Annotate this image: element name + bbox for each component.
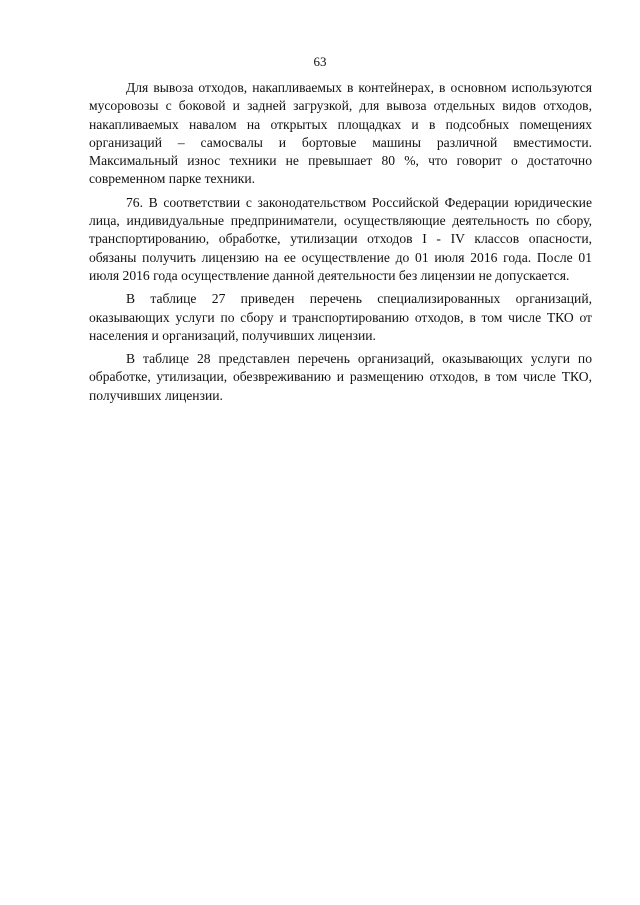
paragraph-waste-removal-vehicles: Для вывоза отходов, накапливаемых в контейнерах, в основном используются мусоровозы с боковой и задней загрузкой, для вывоза отдельных видов отходов, накапливаемых навалом на открытых площадках и в подсобных помещениях организаций – самосвалы и бортовые машины различной вместимости. Максимальный износ техники не превышает 80 %, что говорит о достаточно современном парке техники.	[89, 80, 592, 187]
paragraph-76-licensing: 76. В соответствии с законодательством Российской Федерации юридические лица, индивидуальные предприниматели, осуществляющие деятельность по сбору, транспортированию, обработке, утилизации отходов I - IV классов опасности, обязаны получить лицензию на ее осуществление до 01 июля 2016 года. После 01 июля 2016 года осуществление данной деятельности без лицензии не допускается.	[89, 194, 592, 283]
page-number: 63	[313, 54, 327, 69]
paragraph-table-28-reference: В таблице 28 представлен перечень организаций, оказывающих услуги по обработке, утилизации, обезвреживанию и размещению отходов, в том числе ТКО, получивших лицензии.	[89, 351, 592, 403]
paragraph-table-27-reference: В таблице 27 приведен перечень специализированных организаций, оказывающих услуги по сбору и транспортированию отходов, в том числе ТКО от населения и организаций, получивших лицензии.	[89, 291, 592, 343]
body-text	[89, 79, 592, 405]
